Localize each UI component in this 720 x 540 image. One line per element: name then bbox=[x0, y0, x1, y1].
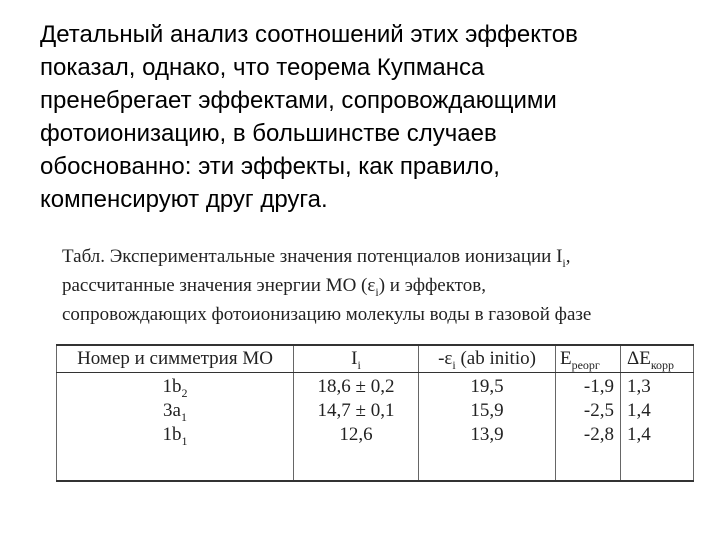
cell-eps: 13,9 bbox=[419, 424, 556, 481]
cell-dcorr: 1,4 bbox=[621, 400, 694, 424]
paragraph-line: пренебрегает эффектами, сопровождающими bbox=[40, 87, 557, 114]
caption-line: сопровождающих фотоионизацию молекулы воды в газовой фазе bbox=[62, 304, 592, 325]
header-subscript: i bbox=[357, 357, 361, 372]
caption-line bbox=[62, 242, 682, 271]
header-text: I bbox=[351, 348, 358, 369]
paragraph-line: обоснованно: эти эффекты, как правило, bbox=[40, 153, 500, 180]
header-text: (ab initio) bbox=[455, 348, 536, 369]
cell-dcorr: 1,3 bbox=[621, 373, 694, 401]
table-caption bbox=[62, 242, 682, 329]
caption-text: Табл. Экспериментальные значения потенциалов ионизации I bbox=[62, 246, 563, 267]
header-subscript: i bbox=[452, 357, 456, 372]
table-header-row bbox=[57, 345, 694, 373]
header-subscript: реорг bbox=[571, 357, 600, 372]
cell-eps: 19,5 bbox=[419, 373, 556, 401]
cell-text: 1b bbox=[162, 424, 182, 445]
header-ip bbox=[294, 345, 419, 373]
cell-text: 1b bbox=[162, 376, 182, 397]
header-text: E bbox=[560, 348, 572, 369]
caption-subscript: i bbox=[562, 255, 566, 270]
table-row bbox=[57, 424, 694, 481]
header-text: -ε bbox=[438, 348, 453, 369]
cell-ereorg: -2,5 bbox=[556, 400, 621, 424]
table-row bbox=[57, 400, 694, 424]
body-paragraph bbox=[40, 18, 700, 216]
cell-ip: 12,6 bbox=[294, 424, 419, 481]
cell-eps: 15,9 bbox=[419, 400, 556, 424]
paragraph-line: Детальный анализ соотношений этих эффектов bbox=[40, 21, 578, 48]
cell-text: 3a bbox=[163, 400, 181, 421]
header-text: ΔE bbox=[627, 348, 651, 369]
cell-mo bbox=[57, 373, 294, 401]
cell-ereorg: -1,9 bbox=[556, 373, 621, 401]
cell-subscript: 2 bbox=[181, 385, 188, 400]
paragraph-line: показал, однако, что теорема Купманса bbox=[40, 54, 485, 81]
cell-ereorg: -2,8 bbox=[556, 424, 621, 481]
cell-mo bbox=[57, 400, 294, 424]
caption-text: , bbox=[565, 246, 571, 267]
header-subscript: корр bbox=[650, 357, 675, 372]
header-eps bbox=[419, 345, 556, 373]
caption-line bbox=[62, 271, 682, 300]
paragraph-line: компенсируют друг друга. bbox=[40, 186, 328, 213]
cell-dcorr: 1,4 bbox=[621, 424, 694, 481]
paragraph-line: фотоионизацию, в большинстве случаев bbox=[40, 120, 497, 147]
table-row bbox=[57, 373, 694, 401]
header-mo: Номер и симметрия МО bbox=[57, 345, 294, 373]
caption-text: ) и эффектов, bbox=[378, 275, 486, 296]
caption-subscript: i bbox=[375, 284, 379, 299]
cell-ip: 18,6 ± 0,2 bbox=[294, 373, 419, 401]
cell-subscript: 1 bbox=[180, 409, 187, 424]
cell-ip: 14,7 ± 0,1 bbox=[294, 400, 419, 424]
cell-subscript: 1 bbox=[181, 433, 188, 448]
header-ereorg bbox=[556, 345, 621, 373]
header-dcorr bbox=[621, 345, 694, 373]
caption-text: рассчитанные значения энергии МО (ε bbox=[62, 275, 376, 296]
cell-mo bbox=[57, 424, 294, 481]
data-table bbox=[56, 344, 694, 482]
